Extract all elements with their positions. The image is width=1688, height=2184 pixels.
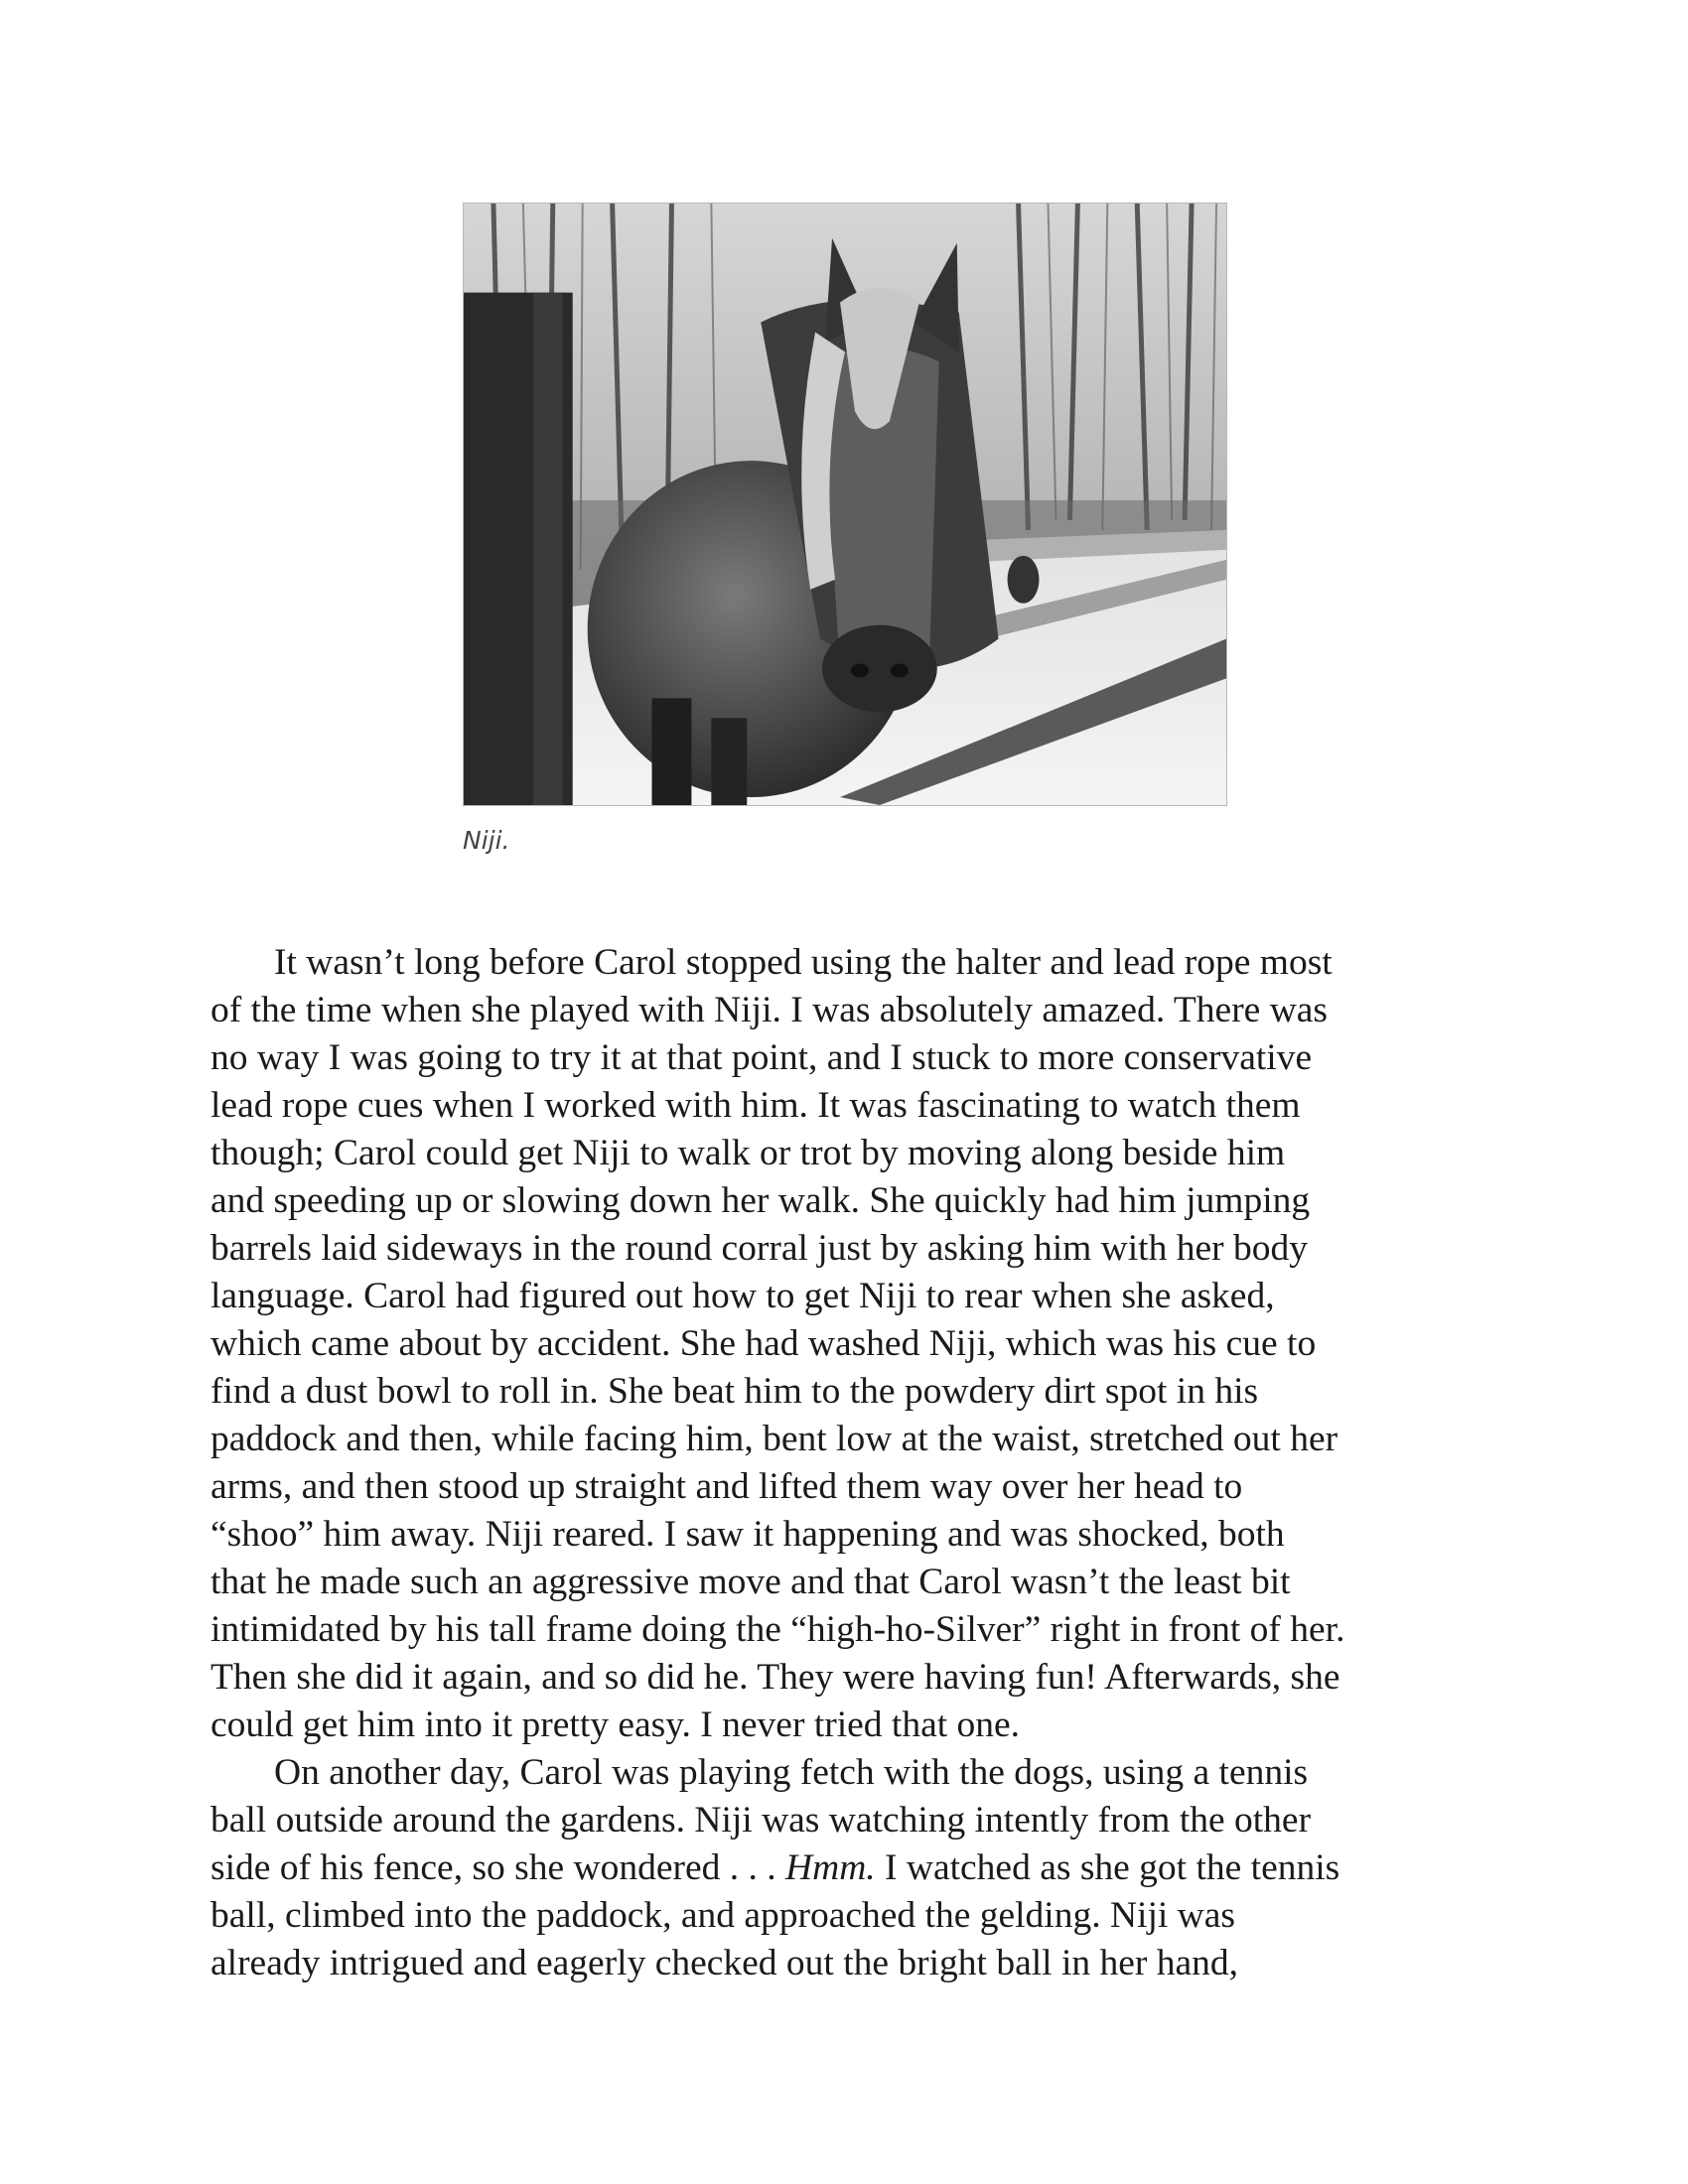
text-line: ball, climbed into the paddock, and approached the gelding. Niji was (211, 1895, 1236, 1936)
text-line: of the time when she played with Niji. I was absolutely amazed. There was (211, 990, 1329, 1030)
text-line: which came about by accident. She had washed Niji, which was his cue to (211, 1323, 1317, 1364)
text-line: ball outside around the gardens. Niji was watching intently from the other (211, 1800, 1312, 1841)
text-line: paddock and then, while facing him, bent low at the waist, stretched out her (211, 1419, 1338, 1459)
text-line: arms, and then stood up straight and lifted them way over her head to (211, 1466, 1243, 1507)
paragraph-2 (211, 1749, 1501, 1987)
text-fragment: I watched as she got the tennis (875, 1847, 1340, 1888)
text-line: barrels laid sideways in the round corral just by asking him with her body (211, 1228, 1308, 1269)
horse-photo (463, 203, 1227, 806)
paragraph-1 (211, 939, 1501, 1749)
text-line: find a dust bowl to roll in. She beat him to the powdery dirt spot in his (211, 1371, 1259, 1412)
horse-photo-graphic (464, 204, 1226, 805)
text-line: though; Carol could get Niji to walk or trot by moving along beside him (211, 1133, 1286, 1173)
body-text (211, 939, 1501, 1987)
text-line: already intrigued and eagerly checked out the bright ball in her hand, (211, 1943, 1239, 1983)
text-line: could get him into it pretty easy. I never tried that one. (211, 1705, 1021, 1745)
text-line: lead rope cues when I worked with him. It was fascinating to watch them (211, 1085, 1301, 1126)
text-line: It wasn’t long before Carol stopped using the halter and lead rope most (274, 942, 1333, 983)
text-line: and speeding up or slowing down her walk. She quickly had him jumping (211, 1180, 1311, 1221)
text-line: “shoo” him away. Niji reared. I saw it happening and was shocked, both (211, 1514, 1285, 1555)
text-line: language. Carol had figured out how to get Niji to rear when she asked, (211, 1276, 1275, 1316)
text-line: that he made such an aggressive move and that Carol wasn’t the least bit (211, 1562, 1291, 1602)
photo-caption: Niji. (463, 826, 510, 855)
text-line (211, 1844, 1501, 1892)
text-line: Then she did it again, and so did he. They were having fun! Afterwards, she (211, 1657, 1340, 1698)
text-line: no way I was going to try it at that point, and I stuck to more conservative (211, 1037, 1313, 1078)
text-line: On another day, Carol was playing fetch with the dogs, using a tennis (274, 1752, 1309, 1793)
text-line: intimidated by his tall frame doing the “high-ho-Silver” right in front of her. (211, 1609, 1345, 1650)
emphasis-hmm: Hmm. (785, 1847, 876, 1888)
text-fragment: side of his fence, so she wondered . . . (211, 1847, 786, 1888)
